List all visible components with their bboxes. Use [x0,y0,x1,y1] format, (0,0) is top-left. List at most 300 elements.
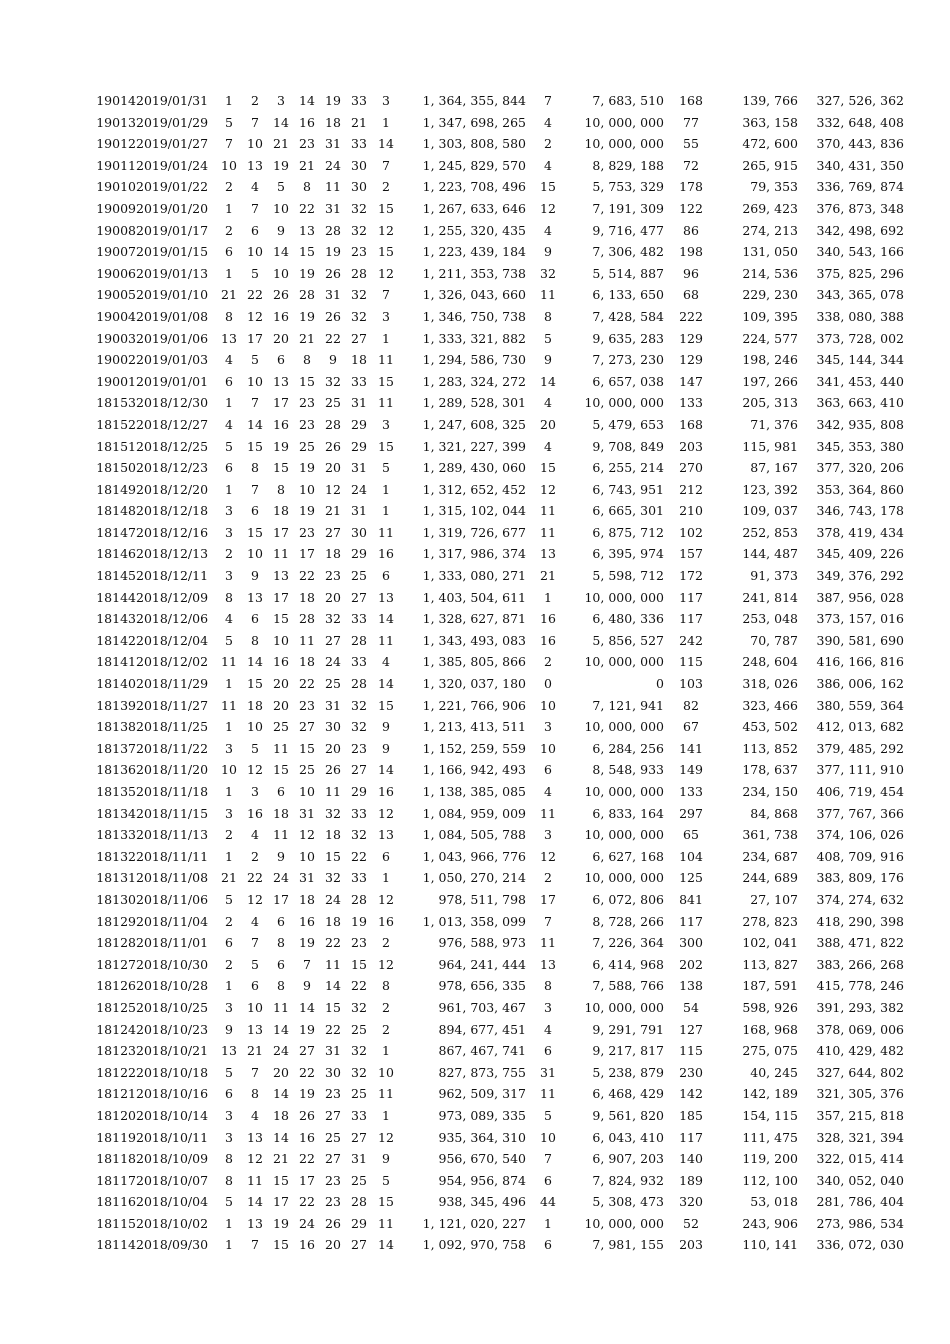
draw-date-cell: 2018/11/04 [136,913,209,929]
issue-number-cell: 18151 [96,438,136,454]
issue-number-cell: 18145 [96,568,136,584]
red-ball-4-cell: 23 [299,416,315,432]
prize-pool-cell: 353, 364, 860 [816,481,904,497]
blue-ball-cell: 10 [378,1064,394,1080]
red-ball-2-cell: 8 [251,460,259,476]
red-ball-2-cell: 6 [251,978,259,994]
red-ball-3-cell: 11 [273,740,289,756]
red-ball-4-cell: 19 [299,265,315,281]
second-prize-winners-cell: 96 [683,265,699,281]
second-prize-winners-cell: 140 [679,1151,703,1167]
second-prize-amount-cell: 71, 376 [750,416,798,432]
issue-number-cell: 18130 [96,891,136,907]
blue-ball-cell: 12 [378,222,394,238]
red-ball-4-cell: 14 [299,999,315,1015]
first-prize-winners-cell: 1 [544,589,552,605]
red-ball-1-cell: 1 [225,93,233,108]
red-ball-3-cell: 17 [273,395,289,411]
blue-ball-cell: 16 [378,546,394,562]
issue-number-cell: 19004 [96,308,136,324]
red-ball-1-cell: 3 [225,1129,233,1145]
issue-number-cell: 18135 [96,784,136,799]
red-ball-6-cell: 22 [351,848,367,864]
red-ball-5-cell: 26 [325,762,341,778]
red-ball-5-cell: 22 [325,330,341,346]
red-ball-1-cell: 1 [225,676,233,692]
prize-pool-cell: 412, 013, 682 [816,719,904,735]
first-prize-winners-cell: 14 [540,373,556,389]
red-ball-3-cell: 18 [273,503,289,519]
prize-pool-cell: 370, 443, 836 [816,136,904,152]
red-ball-5-cell: 26 [325,308,341,324]
blue-ball-cell: 12 [378,265,394,281]
red-ball-2-cell: 14 [247,416,263,432]
draw-date-cell: 2018/12/13 [136,546,209,562]
prize-pool-cell: 342, 935, 808 [816,416,904,432]
red-ball-5-cell: 24 [325,891,341,907]
draw-date-cell: 2018/10/02 [136,1215,209,1231]
red-ball-3-cell: 15 [273,611,289,627]
red-ball-2-cell: 5 [251,956,259,972]
draw-date-cell: 2018/10/25 [136,999,209,1015]
draw-date-cell: 2018/10/28 [136,978,209,994]
red-ball-6-cell: 32 [351,308,367,324]
red-ball-2-cell: 22 [247,287,263,303]
prize-pool-cell: 377, 320, 206 [816,460,904,476]
second-prize-winners-cell: 115 [679,654,703,670]
red-ball-2-cell: 3 [251,784,259,799]
second-prize-winners-cell: 210 [679,503,703,519]
red-ball-3-cell: 14 [273,1129,289,1145]
draw-date-cell: 2018/10/23 [136,1021,209,1037]
red-ball-4-cell: 16 [299,1237,315,1253]
prize-pool-cell: 349, 376, 292 [816,568,904,584]
prize-pool-cell: 341, 453, 440 [816,373,904,389]
red-ball-1-cell: 6 [225,373,233,389]
sales-amount-cell: 1, 013, 358, 099 [422,913,526,929]
red-ball-4-cell: 18 [299,891,315,907]
draw-date-cell: 2018/11/01 [136,935,209,951]
first-prize-winners-cell: 32 [540,265,556,281]
first-prize-amount-cell: 9, 635, 283 [592,330,664,346]
blue-ball-cell: 1 [382,503,390,519]
prize-pool-cell: 373, 157, 016 [816,611,904,627]
sales-amount-cell: 1, 317, 986, 374 [422,546,526,562]
blue-ball-cell: 1 [382,870,390,886]
red-ball-2-cell: 2 [251,93,259,108]
red-ball-4-cell: 8 [303,352,311,368]
first-prize-amount-cell: 6, 468, 429 [592,1086,664,1102]
first-prize-winners-cell: 6 [544,1043,552,1059]
second-prize-amount-cell: 115, 981 [742,438,798,454]
red-ball-6-cell: 32 [351,287,367,303]
draw-date-cell: 2018/11/08 [136,870,209,886]
red-ball-3-cell: 18 [273,805,289,821]
red-ball-5-cell: 24 [325,157,341,173]
sales-amount-cell: 827, 873, 755 [438,1064,526,1080]
first-prize-winners-cell: 4 [544,157,552,173]
red-ball-5-cell: 30 [325,719,341,735]
red-ball-6-cell: 30 [351,157,367,173]
blue-ball-cell: 12 [378,1129,394,1145]
issue-number-cell: 18122 [96,1064,136,1080]
red-ball-3-cell: 24 [273,870,289,886]
table-row [84,392,904,414]
blue-ball-cell: 15 [378,373,394,389]
red-ball-4-cell: 28 [299,287,315,303]
issue-number-cell: 18114 [96,1237,136,1253]
issue-number-cell: 18126 [96,978,136,994]
issue-number-cell: 18142 [96,632,136,648]
first-prize-amount-cell: 6, 907, 203 [592,1151,664,1167]
sales-amount-cell: 1, 213, 413, 511 [422,719,526,735]
issue-number-cell: 19002 [96,352,136,368]
second-prize-amount-cell: 178, 637 [742,762,798,778]
red-ball-2-cell: 7 [251,395,259,411]
second-prize-amount-cell: 278, 823 [742,913,798,929]
sales-amount-cell: 1, 346, 750, 738 [422,308,526,324]
red-ball-2-cell: 5 [251,740,259,756]
first-prize-amount-cell: 6, 665, 301 [592,503,664,519]
red-ball-5-cell: 32 [325,373,341,389]
first-prize-winners-cell: 17 [540,891,556,907]
prize-pool-cell: 357, 215, 818 [816,1107,904,1123]
red-ball-3-cell: 9 [277,848,285,864]
draw-date-cell: 2018/10/07 [136,1172,209,1188]
second-prize-amount-cell: 253, 048 [742,611,798,627]
second-prize-amount-cell: 244, 689 [742,870,798,886]
red-ball-1-cell: 4 [225,352,233,368]
table-row [84,1191,904,1213]
second-prize-amount-cell: 241, 814 [742,589,798,605]
red-ball-1-cell: 2 [225,546,233,562]
second-prize-amount-cell: 234, 687 [742,848,798,864]
red-ball-6-cell: 32 [351,719,367,735]
red-ball-4-cell: 22 [299,568,315,584]
red-ball-2-cell: 4 [251,913,259,929]
sales-amount-cell: 1, 289, 430, 060 [422,460,526,476]
prize-pool-cell: 345, 144, 344 [816,352,904,368]
red-ball-4-cell: 21 [299,330,315,346]
red-ball-3-cell: 26 [273,287,289,303]
second-prize-amount-cell: 91, 373 [750,568,798,584]
prize-pool-cell: 386, 006, 162 [816,676,904,692]
draw-date-cell: 2018/11/11 [136,848,209,864]
issue-number-cell: 18149 [96,481,136,497]
red-ball-4-cell: 16 [299,114,315,130]
red-ball-6-cell: 27 [351,762,367,778]
issue-number-cell: 18120 [96,1107,136,1123]
first-prize-amount-cell: 8, 728, 266 [592,913,664,929]
prize-pool-cell: 342, 498, 692 [816,222,904,238]
table-row [84,846,904,868]
issue-number-cell: 18124 [96,1021,136,1037]
red-ball-4-cell: 9 [303,978,311,994]
first-prize-amount-cell: 5, 308, 473 [592,1194,664,1210]
blue-ball-cell: 11 [378,632,394,648]
first-prize-winners-cell: 31 [540,1064,556,1080]
second-prize-amount-cell: 248, 604 [742,654,798,670]
draw-date-cell: 2019/01/15 [136,244,209,260]
red-ball-5-cell: 31 [325,136,341,152]
first-prize-winners-cell: 6 [544,1172,552,1188]
first-prize-winners-cell: 15 [540,460,556,476]
sales-amount-cell: 1, 343, 493, 083 [422,632,526,648]
second-prize-winners-cell: 297 [679,805,703,821]
second-prize-amount-cell: 87, 167 [750,460,798,476]
second-prize-amount-cell: 111, 475 [742,1129,798,1145]
results-body [84,90,904,1256]
sales-amount-cell: 1, 333, 321, 882 [422,330,526,346]
draw-date-cell: 2018/11/18 [136,784,209,799]
table-row [84,889,904,911]
sales-amount-cell: 1, 403, 504, 611 [422,589,526,605]
second-prize-amount-cell: 214, 536 [742,265,798,281]
red-ball-4-cell: 19 [299,460,315,476]
red-ball-6-cell: 23 [351,935,367,951]
second-prize-winners-cell: 320 [679,1194,703,1210]
red-ball-1-cell: 6 [225,935,233,951]
first-prize-amount-cell: 9, 217, 817 [592,1043,664,1059]
red-ball-6-cell: 28 [351,632,367,648]
second-prize-winners-cell: 125 [679,870,703,886]
red-ball-5-cell: 32 [325,870,341,886]
sales-amount-cell: 1, 326, 043, 660 [422,287,526,303]
table-row [84,306,904,328]
first-prize-winners-cell: 10 [540,740,556,756]
red-ball-2-cell: 2 [251,848,259,864]
table-row [84,716,904,738]
first-prize-amount-cell: 5, 479, 653 [592,416,664,432]
sales-amount-cell: 1, 255, 320, 435 [422,222,526,238]
table-row [84,176,904,198]
red-ball-6-cell: 27 [351,589,367,605]
red-ball-2-cell: 13 [247,589,263,605]
red-ball-6-cell: 25 [351,1021,367,1037]
blue-ball-cell: 14 [378,611,394,627]
red-ball-2-cell: 18 [247,697,263,713]
prize-pool-cell: 273, 986, 534 [816,1215,904,1231]
red-ball-4-cell: 25 [299,438,315,454]
second-prize-amount-cell: 112, 100 [742,1172,798,1188]
first-prize-amount-cell: 8, 829, 188 [592,157,664,173]
table-row [84,1040,904,1062]
red-ball-4-cell: 11 [299,632,315,648]
first-prize-amount-cell: 10, 000, 000 [584,589,664,605]
second-prize-winners-cell: 242 [679,632,703,648]
first-prize-amount-cell: 10, 000, 000 [584,1215,664,1231]
red-ball-4-cell: 23 [299,136,315,152]
red-ball-6-cell: 33 [351,373,367,389]
issue-number-cell: 18133 [96,827,136,843]
first-prize-winners-cell: 3 [544,719,552,735]
red-ball-5-cell: 27 [325,632,341,648]
red-ball-2-cell: 9 [251,568,259,584]
red-ball-4-cell: 8 [303,179,311,195]
lottery-results-table [84,90,904,1256]
prize-pool-cell: 391, 293, 382 [816,999,904,1015]
issue-number-cell: 19008 [96,222,136,238]
issue-number-cell: 18136 [96,762,136,778]
red-ball-4-cell: 31 [299,805,315,821]
draw-date-cell: 2019/01/17 [136,222,209,238]
red-ball-5-cell: 11 [325,956,341,972]
second-prize-winners-cell: 138 [679,978,703,994]
draw-date-cell: 2019/01/29 [136,114,209,130]
second-prize-winners-cell: 172 [679,568,703,584]
issue-number-cell: 19012 [96,136,136,152]
red-ball-4-cell: 15 [299,373,315,389]
table-row [84,349,904,371]
first-prize-winners-cell: 13 [540,546,556,562]
first-prize-amount-cell: 10, 000, 000 [584,136,664,152]
first-prize-winners-cell: 4 [544,438,552,454]
first-prize-amount-cell: 5, 753, 329 [592,179,664,195]
red-ball-3-cell: 6 [277,956,285,972]
red-ball-1-cell: 4 [225,611,233,627]
draw-date-cell: 2019/01/13 [136,265,209,281]
red-ball-3-cell: 11 [273,546,289,562]
blue-ball-cell: 8 [382,978,390,994]
red-ball-3-cell: 11 [273,827,289,843]
red-ball-1-cell: 3 [225,524,233,540]
red-ball-6-cell: 33 [351,654,367,670]
blue-ball-cell: 1 [382,1043,390,1059]
red-ball-5-cell: 20 [325,1237,341,1253]
red-ball-6-cell: 33 [351,1107,367,1123]
red-ball-6-cell: 31 [351,1151,367,1167]
second-prize-winners-cell: 841 [679,891,703,907]
blue-ball-cell: 11 [378,352,394,368]
red-ball-5-cell: 32 [325,611,341,627]
red-ball-1-cell: 1 [225,784,233,799]
prize-pool-cell: 390, 581, 690 [816,632,904,648]
blue-ball-cell: 11 [378,1086,394,1102]
red-ball-6-cell: 33 [351,93,367,108]
red-ball-4-cell: 19 [299,935,315,951]
red-ball-1-cell: 1 [225,719,233,735]
first-prize-amount-cell: 5, 238, 879 [592,1064,664,1080]
prize-pool-cell: 321, 305, 376 [816,1086,904,1102]
table-row [84,759,904,781]
table-row [84,651,904,673]
red-ball-6-cell: 23 [351,740,367,756]
first-prize-winners-cell: 7 [544,913,552,929]
red-ball-6-cell: 29 [351,416,367,432]
draw-date-cell: 2018/10/09 [136,1151,209,1167]
red-ball-6-cell: 25 [351,568,367,584]
sales-amount-cell: 1, 223, 708, 496 [422,179,526,195]
second-prize-winners-cell: 68 [683,287,699,303]
red-ball-4-cell: 14 [299,93,315,108]
red-ball-6-cell: 27 [351,330,367,346]
red-ball-4-cell: 15 [299,740,315,756]
second-prize-winners-cell: 55 [683,136,699,152]
first-prize-amount-cell: 7, 226, 364 [592,935,664,951]
sales-amount-cell: 954, 956, 874 [438,1172,526,1188]
red-ball-1-cell: 5 [225,1064,233,1080]
red-ball-1-cell: 2 [225,913,233,929]
red-ball-2-cell: 10 [247,999,263,1015]
red-ball-3-cell: 17 [273,891,289,907]
draw-date-cell: 2018/12/30 [136,395,209,411]
red-ball-1-cell: 1 [225,265,233,281]
issue-number-cell: 18144 [96,589,136,605]
first-prize-winners-cell: 2 [544,870,552,886]
draw-date-cell: 2018/12/04 [136,632,209,648]
table-row [84,284,904,306]
blue-ball-cell: 3 [382,416,390,432]
red-ball-6-cell: 30 [351,524,367,540]
second-prize-amount-cell: 139, 766 [742,93,798,108]
red-ball-2-cell: 13 [247,1215,263,1231]
red-ball-6-cell: 32 [351,1064,367,1080]
red-ball-5-cell: 23 [325,1172,341,1188]
second-prize-winners-cell: 127 [679,1021,703,1037]
red-ball-4-cell: 27 [299,1043,315,1059]
red-ball-4-cell: 23 [299,524,315,540]
red-ball-3-cell: 19 [273,438,289,454]
second-prize-amount-cell: 70, 787 [750,632,798,648]
red-ball-3-cell: 6 [277,352,285,368]
red-ball-5-cell: 32 [325,805,341,821]
first-prize-amount-cell: 7, 588, 766 [592,978,664,994]
red-ball-5-cell: 26 [325,1215,341,1231]
issue-number-cell: 18148 [96,503,136,519]
sales-amount-cell: 1, 121, 020, 227 [422,1215,526,1231]
red-ball-2-cell: 22 [247,870,263,886]
sales-amount-cell: 1, 084, 505, 788 [422,827,526,843]
red-ball-1-cell: 6 [225,244,233,260]
sales-amount-cell: 961, 703, 467 [438,999,526,1015]
blue-ball-cell: 1 [382,114,390,130]
red-ball-5-cell: 18 [325,827,341,843]
issue-number-cell: 18118 [96,1151,136,1167]
second-prize-winners-cell: 133 [679,395,703,411]
red-ball-6-cell: 31 [351,395,367,411]
prize-pool-cell: 373, 728, 002 [816,330,904,346]
table-row [84,457,904,479]
first-prize-winners-cell: 8 [544,978,552,994]
issue-number-cell: 19010 [96,179,136,195]
red-ball-6-cell: 32 [351,999,367,1015]
red-ball-3-cell: 8 [277,481,285,497]
draw-date-cell: 2018/11/25 [136,719,209,735]
table-row [84,241,904,263]
second-prize-winners-cell: 122 [679,200,703,216]
red-ball-3-cell: 15 [273,762,289,778]
first-prize-winners-cell: 4 [544,114,552,130]
table-row [84,824,904,846]
red-ball-2-cell: 13 [247,157,263,173]
first-prize-amount-cell: 6, 395, 974 [592,546,664,562]
first-prize-amount-cell: 9, 561, 820 [592,1107,664,1123]
red-ball-3-cell: 10 [273,265,289,281]
draw-date-cell: 2018/10/18 [136,1064,209,1080]
red-ball-4-cell: 22 [299,676,315,692]
first-prize-amount-cell: 6, 284, 256 [592,740,664,756]
issue-number-cell: 18119 [96,1129,136,1145]
second-prize-winners-cell: 82 [683,697,699,713]
blue-ball-cell: 13 [378,589,394,605]
red-ball-2-cell: 13 [247,1021,263,1037]
second-prize-amount-cell: 275, 075 [742,1043,798,1059]
second-prize-amount-cell: 197, 266 [742,373,798,389]
issue-number-cell: 18127 [96,956,136,972]
blue-ball-cell: 15 [378,200,394,216]
red-ball-6-cell: 32 [351,827,367,843]
red-ball-2-cell: 12 [247,891,263,907]
